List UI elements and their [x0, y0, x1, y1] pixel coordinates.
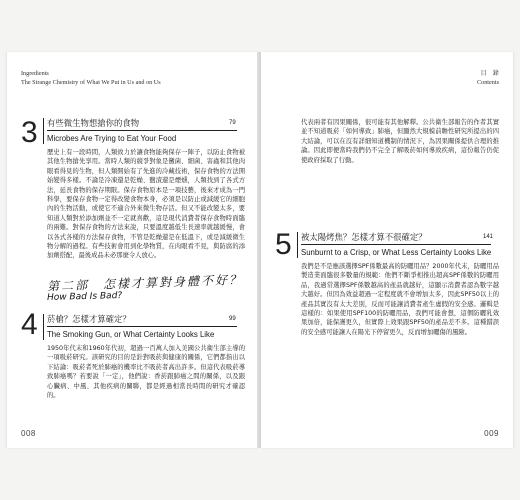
- chapter-number-4: 4: [21, 308, 38, 341]
- book-title: Ingredients: [21, 70, 49, 77]
- chapter-margin-bar-5: [297, 232, 298, 258]
- chapter-title-zh-5: 被太陽烤焦？怎樣才算不很確定？: [301, 232, 427, 242]
- right-page: [261, 52, 513, 448]
- chapter-rule-4: [47, 326, 237, 327]
- chapter-rule-3: [47, 130, 237, 131]
- chapter-margin-bar-3: [43, 118, 44, 144]
- chapter-page-3: 79: [229, 120, 236, 126]
- chapter-number-5: 5: [275, 228, 292, 261]
- part-subheading-handwritten: How Bad Is Bad?: [46, 291, 123, 303]
- chapter-body-4: 1950年代末和1960年代初，超過一百萬人加入美國公共衛生部主導的一項吸菸研究。該研究的目的是針對吸菸與健康的關係，它們都指出以下結論：吸菸者死於肺癌的機率比不吸菸者高出許多。但這代表吸菸導致肺癌嗎？若要說「一定」，他們說：香菸跟肺癌之間的關係，以及跟心臟病、中風、其他疾病的關聯，都是經過相當長時間的研究才確認的。: [47, 345, 245, 400]
- chapter-title-zh-4: 菸槍？怎樣才算確定？: [47, 314, 131, 324]
- contents-title-zh: 目 錄: [480, 70, 499, 77]
- chapter-title-en-5: Sunburnt to a Crisp, or What Less Certainty Looks Like: [301, 248, 492, 257]
- running-head-right: [477, 70, 499, 87]
- chapter-title-en-3: Microbes Are Trying to Eat Your Food: [47, 134, 177, 143]
- chapter-number-3: 3: [21, 116, 38, 149]
- running-head-left: [21, 70, 161, 87]
- book-subtitle: The Strange Chemistry of What We Put in Us and on Us: [21, 78, 161, 86]
- left-page: [7, 52, 259, 448]
- page-number-right: 009: [484, 429, 499, 438]
- chapter-page-5: 141: [483, 234, 494, 240]
- chapter-page-4: 99: [229, 316, 236, 322]
- chapter-title-zh-3: 有些微生物想搶你的食物: [47, 118, 140, 128]
- chapter-title-en-4: The Smoking Gun, or What Certainty Looks Like: [47, 330, 215, 339]
- chapter-margin-bar-4: [43, 314, 44, 340]
- chapter-body-3: 歷史上有一段時間，人類致力於讓食物能夠保存一陣子，以防止食物被其他生物搶先享用。當時人類的競爭對象是黴菌、細菌、害蟲和其他肉眼看得見的生物，但人類開始有了先進的冷藏技術，保存食物的方法開始變得多樣。不論是冷凍還是乾燥、鹽漬還是煙燻，人類找到了各式方法，延長食物的保存期限。保存食物原本是一項技藝，後來才成為一門科學，要保存食物一定得改變食物本身，必須是以防止或減緩它的細胞內的生物活動，或使它不適合外來微生物存活。但又不能改變太多，要知道人類對於添加劑並不一定就喜歡，這是現代消費者保存食物時面臨的兩難。對保存食物的方法來說，只要溫度越低生長速率就越緩慢，會以各式各樣的方法保存食物，不管是乾燥還是在低溫下，或是減緩微生物分解的過程。有些技術會用到化學物質，在肉眼看不見，與防腐的添加劑搭配，最後成品未必那麼令人放心。: [47, 149, 245, 260]
- part-heading-handwritten: 第二部 怎樣才算對身體不好？: [46, 272, 244, 294]
- page-number-left: 008: [21, 429, 36, 438]
- chapter-body-5: 我們是不是應該選擇SPF係數最高的防曬用品？2000年代末，防曬用品製造業面臨很多數量的規範：他們不斷爭相推出超高SPF係數的防曬用品，我過常選擇SPF係數越高的產品就越好，這顯示消費者認為數字越大越好。但因為效益超過一定程度就不會增加太多，因此SPF50以上的產品其實沒有太大差別，反而可能讓消費者產生虛假的安全感。邏輯是這樣的：如果使用SPF100的防曬用品，我們可能會想，這個防曬乳效果加倍，能保護更久，但實際上效果跟SPF50的產品差不多。這種錯誤的安全感可能讓人在陽光下停留更久，反而增加曬傷的風險。: [301, 263, 499, 336]
- chapter-body-4-continued: 代表兩者有因果關係，很可能有其他解釋。公共衛生部報告的作者其實並不知道吸菸「如何導致」肺癌，但顯然大規模前瞻性研究所提出的四大結論，可以在沒有詳細知道機制的情況下，為因果關係提供合理的推論。因此即便當時我們仍不完全了解吸菸如何導致疾病，這份報告仍促使政府採取了行動。: [301, 119, 499, 164]
- contents-title-en: Contents: [476, 78, 499, 86]
- chapter-rule-5: [301, 244, 491, 245]
